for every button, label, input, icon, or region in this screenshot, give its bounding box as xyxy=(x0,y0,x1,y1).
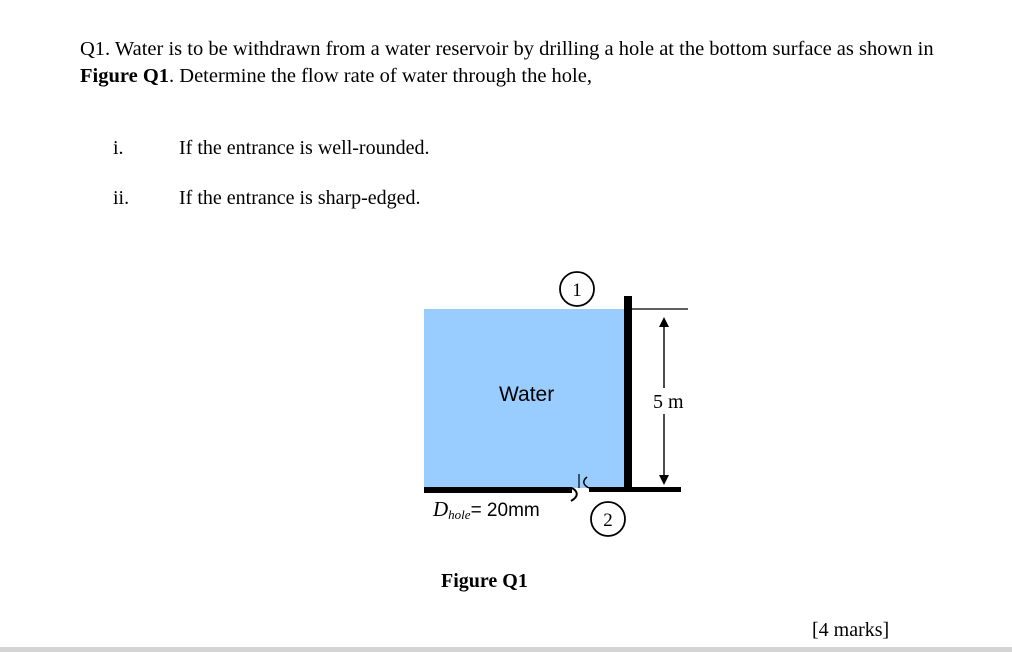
point-2-label: 2 xyxy=(603,510,613,531)
reservoir-bottom-right xyxy=(589,487,681,492)
sub-question-text: If the entrance is well-rounded. xyxy=(179,137,430,159)
sub-question-number: i. xyxy=(113,137,124,159)
question-prefix: Q1. Water is to be withdrawn from a water reservoir by drilling a hole at the bottom surface as shown in xyxy=(80,38,934,60)
marks-label: [4 marks] xyxy=(812,619,890,641)
reservoir-bottom-left xyxy=(424,487,572,493)
figure-reference: Figure Q1 xyxy=(80,65,170,87)
diameter-symbol: D xyxy=(433,497,449,521)
diameter-value: = 20mm xyxy=(470,500,540,521)
sub-question-text: If the entrance is sharp-edged. xyxy=(179,187,421,209)
figure-caption: Figure Q1 xyxy=(441,570,528,592)
water-label: Water xyxy=(499,383,555,406)
reservoir-wall xyxy=(624,296,632,492)
height-label: 5 m xyxy=(653,391,684,413)
question-suffix: . Determine the flow rate of water through the hole, xyxy=(169,65,592,87)
diameter-subscript: hole xyxy=(448,507,471,522)
diameter-label xyxy=(432,497,540,522)
point-1-label: 1 xyxy=(572,280,582,301)
page-bottom-divider xyxy=(0,647,1012,652)
sub-question-number: ii. xyxy=(113,187,130,209)
